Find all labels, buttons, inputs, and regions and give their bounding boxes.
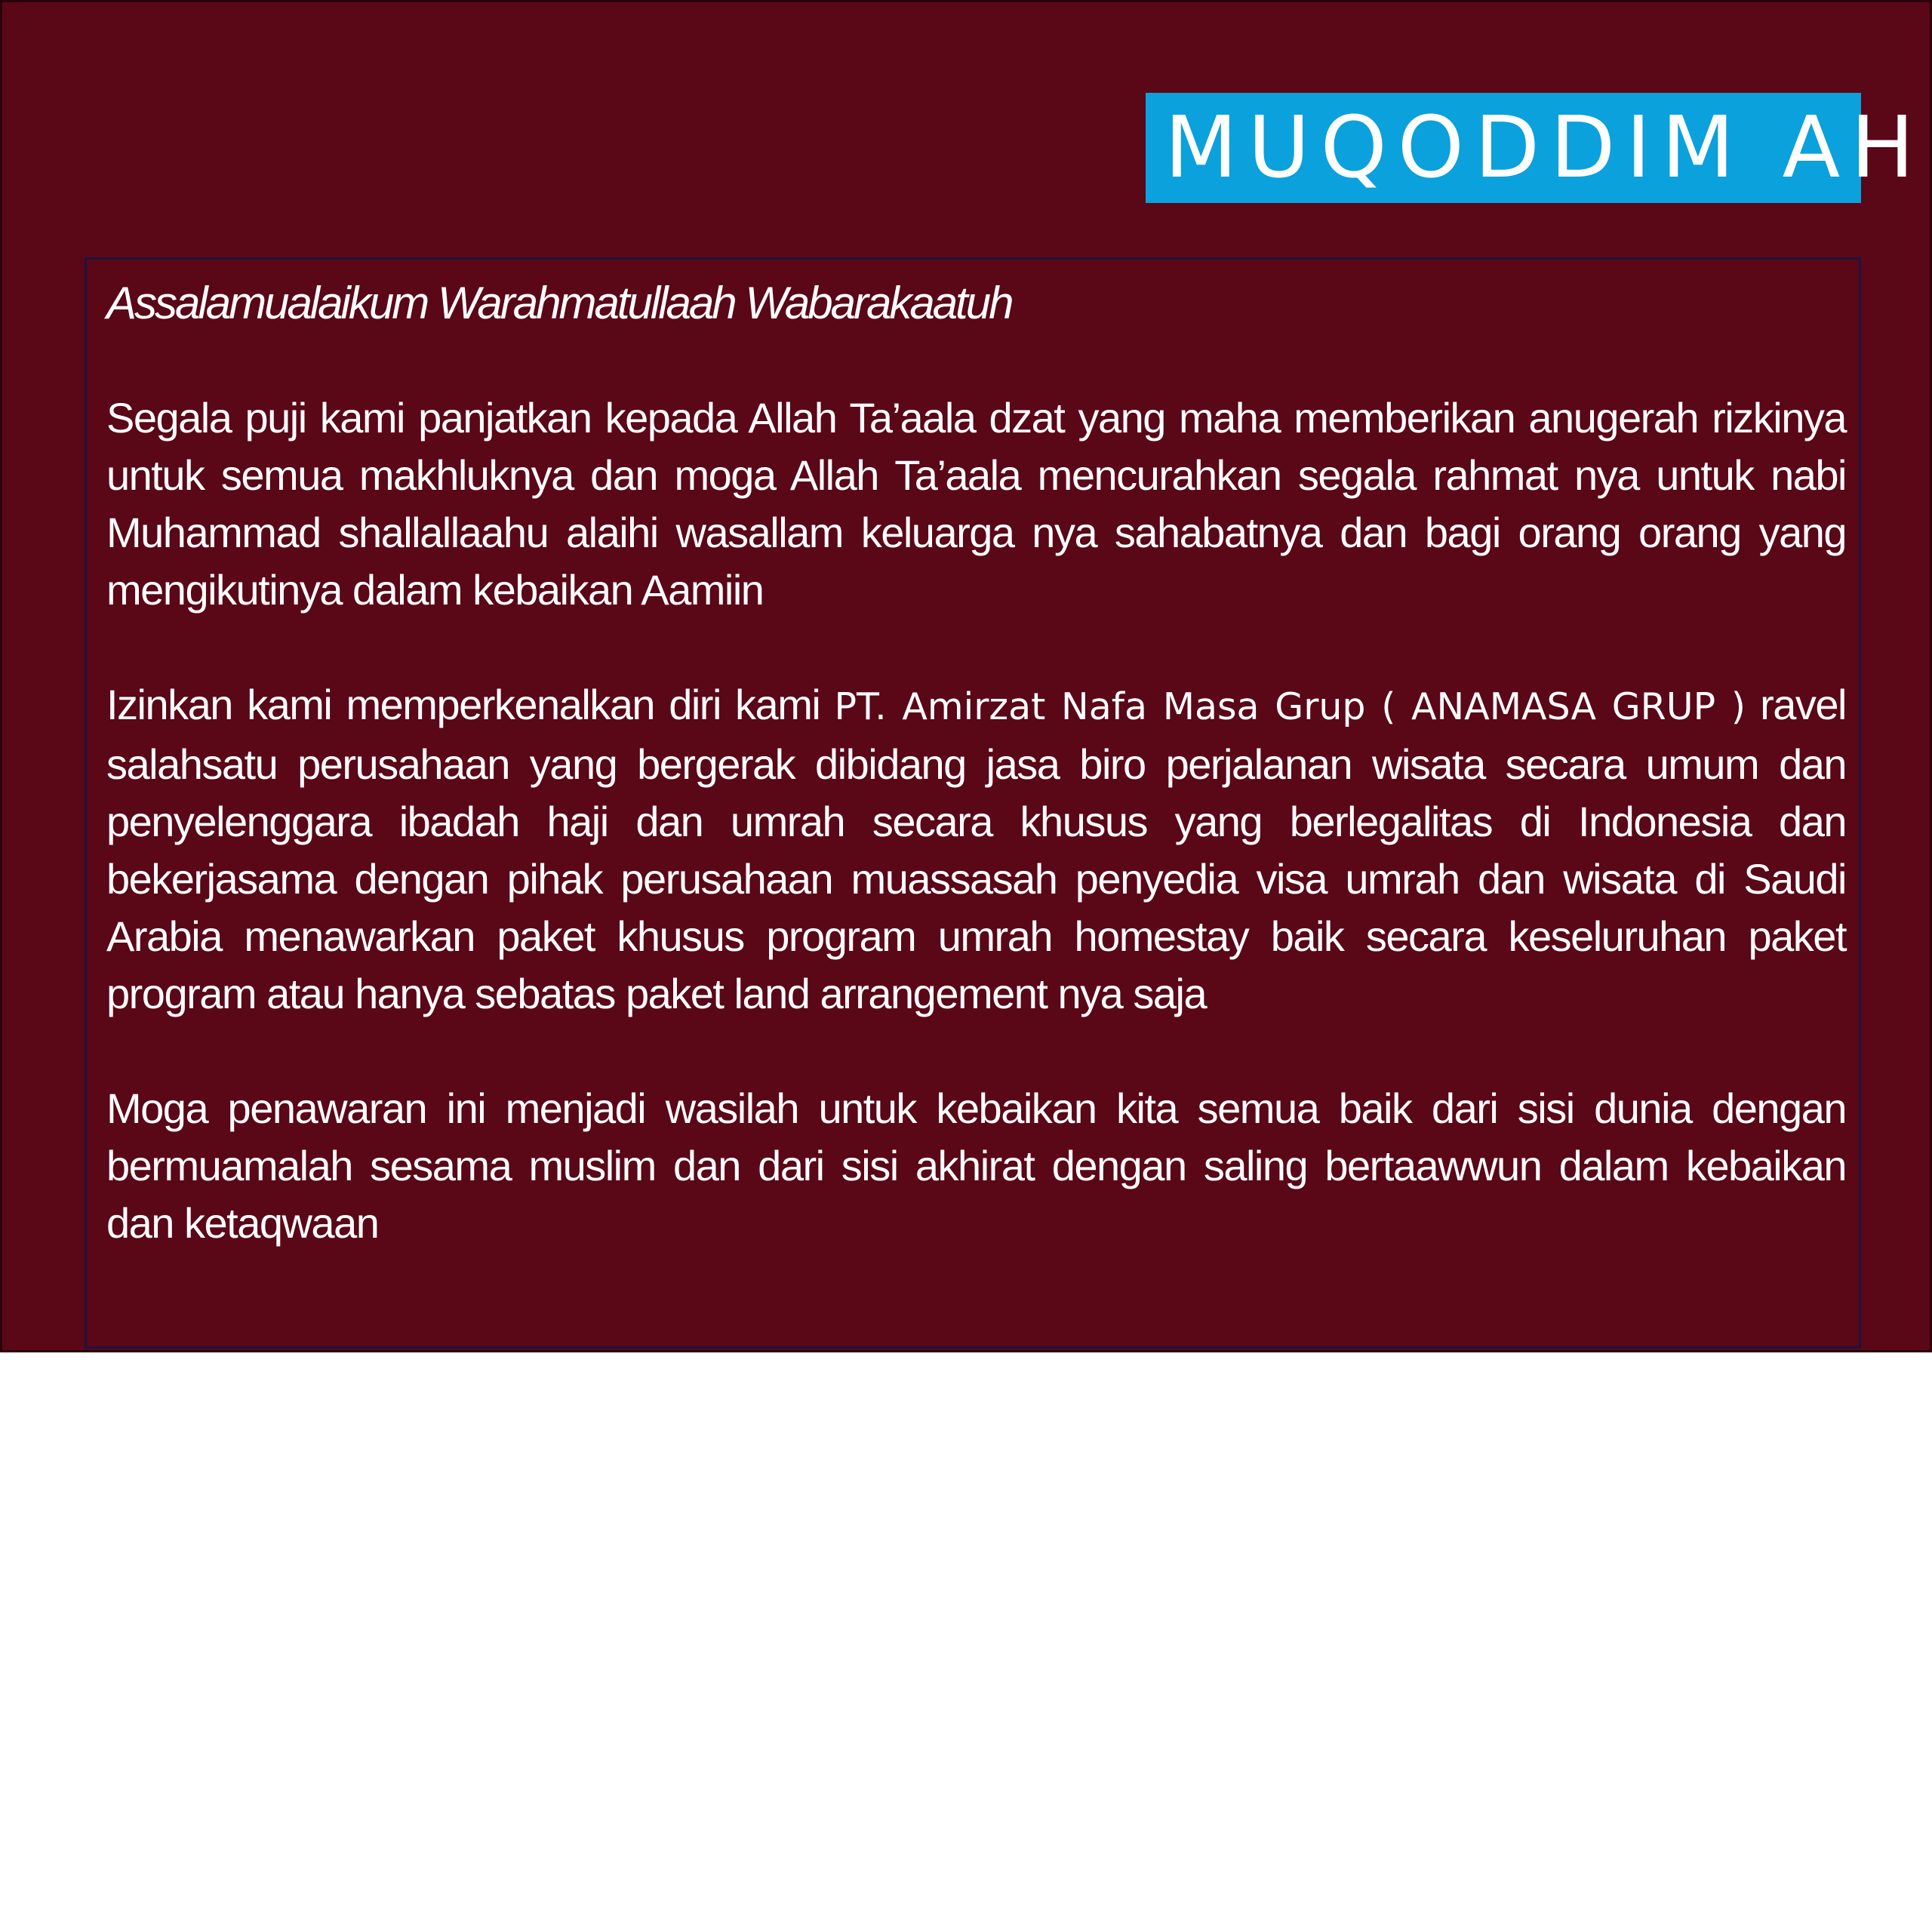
paragraph-praise: Segala puji kami panjatkan kepada Allah Ta’aala dzat yang maha memberikan anugerah rizkinya untuk semua makhluknya dan moga Allah Ta’aala mencurahkan segala rahmat nya untuk nabi Muhammad shallallaahu alaihi wasallam keluarga nya sahabatnya dan bagi orang orang yang mengikutinya dalam kebaikan Aamiin <box>106 394 1846 614</box>
greeting-text: Assalamualaikum Warahmatullaah Wabarakaatuh <box>106 278 1012 328</box>
page-title: MUQODDIM AH <box>1164 99 1925 197</box>
paragraph-closing: Moga penawaran ini menjadi wasilah untuk kebaikan kita semua baik dari sisi dunia dengan bermuamalah sesama muslim dan dari sisi akhirat dengan saling bertaawwun dalam kebaikan dan ketaqwaan <box>106 1084 1846 1247</box>
intro-text: Izinkan kami memperkenalkan diri kami <box>106 681 820 728</box>
content-box <box>85 257 1861 1349</box>
company-name: PT. Amirzat Nafa Masa Grup ( ANAMASA GRUP ) <box>834 685 1746 728</box>
paragraph-introduction <box>106 676 1846 1023</box>
intro-rest-text: ravel salahsatu perusahaan yang bergerak dibidang jasa biro perjalanan wisata secara umum dan penyelenggara ibadah haji dan umrah secara khusus yang berlegalitas di Indonesia dan bekerjasama dengan pihak perusahaan muassasah penyedia visa umrah dan wisata di Saudi Arabia menawarkan paket khusus program umrah homestay baik secara keseluruhan paket program atau hanya sebatas paket land arrangement nya saja <box>106 681 1846 1017</box>
title-banner <box>1146 93 1925 203</box>
